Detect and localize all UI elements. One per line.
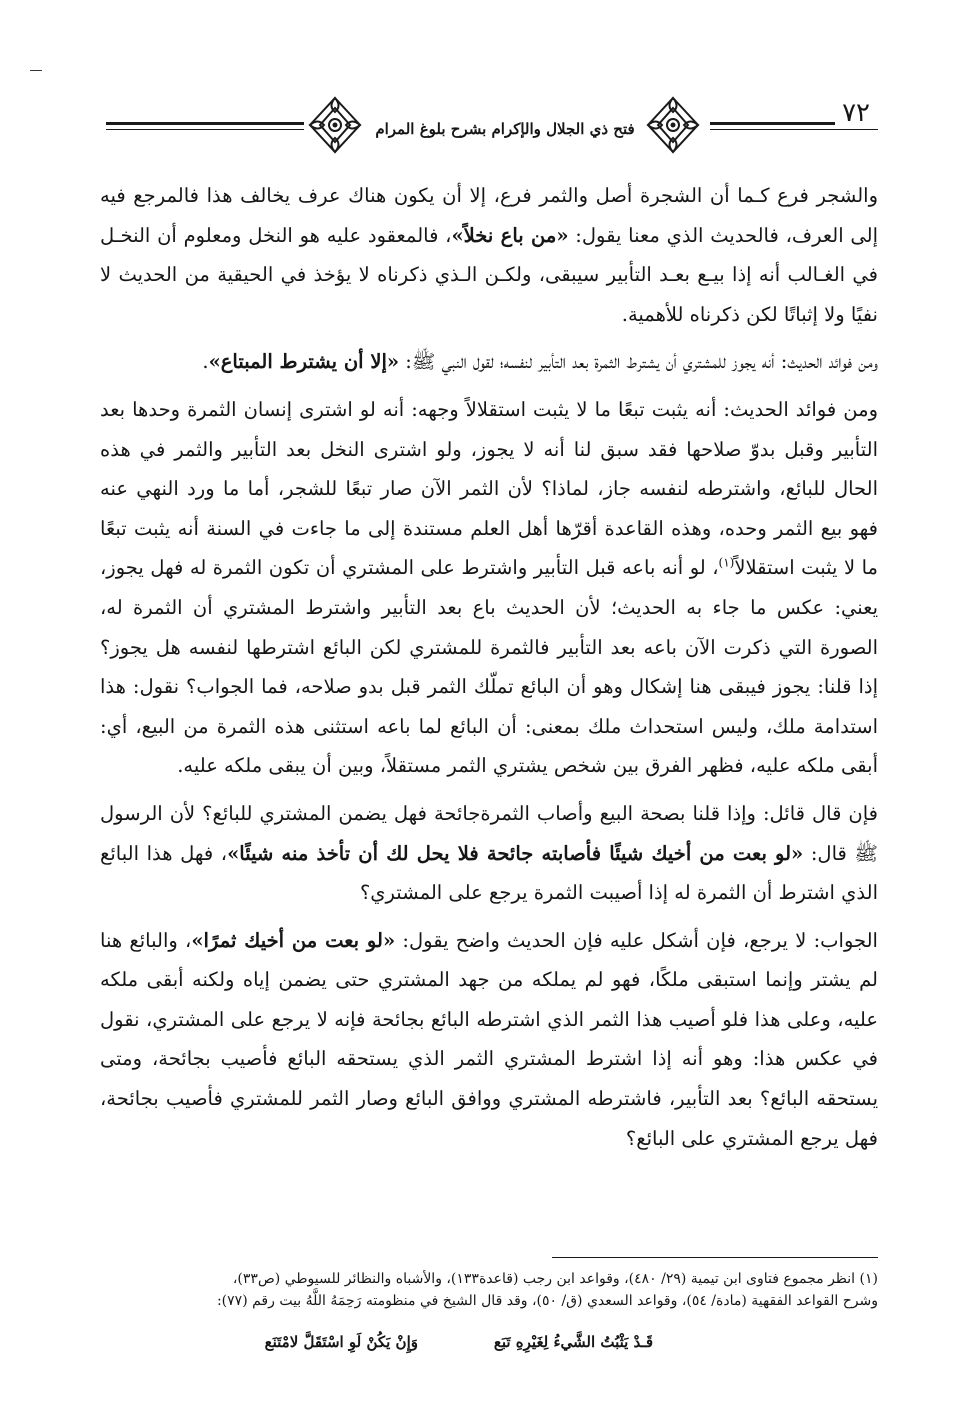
footnote-divider <box>552 1257 878 1258</box>
bold-phrase: «إلا أن يشترط المبتاع» <box>208 350 400 374</box>
running-title: فتح ذي الجلال والإكرام بشرح بلوغ المرام <box>375 120 635 138</box>
paragraph: ومن فوائد الحديث: أنه يثبت تبعًا ما لا يثبت استقلالاً وجهه: أنه لو اشترى إنسان الثمرة وحدها بعد التأبير وقبل بدوّ صلاحها فقد سبق لنا أنه لا يجوز، ولو اشترى النخل بعد التأبير والثمر في هذه الحال للبائع، واشترطه لنفسه جاز، لماذا؟ لأن الثمر الآن صار تبعًا للشجر، أما ما ورد النهي عنه فهو بيع الثمر وحده، وهذه القاعدة أقرّها أهل العلم مستندة إلى ما جاءت في السنة أنه يثبت تبعًا ما لا يثبت استقلالاً$^{(١)}$، لو أنه باعه قبل التأبير واشترط على المشتري أن تكون الثمرة له فهل يجوز، يعني: عكس ما جاء به الحديث؛ لأن الحديث باع بعد التأبير واشترط المشتري أن الثمرة له، الصورة التي ذكرت الآن باعه بعد التأبير فالثمرة للمشتري لكن البائع اشترطها لنفسه هل يجوز؟ إذا قلنا: يجوز فيبقى هنا إشكال وهو أن البائع تملّك الثمر قبل بدو صلاحه، فما الجواب؟ نقول: هذا استدامة ملك، وليس استحداث ملك بمعنى: أن البائع لما باعه استثنى هذه الثمرة من البيع، أي: أبقى ملكه عليه، فظهر الفرق بين شخص يشتري الثمر مستقلاً، وبين أن يبقى ملكه عليه. <box>100 397 878 778</box>
footnote-line: وشرح القواعد الفقهية (مادة/ ٥٤)، وقواعد السعدي (ق/ ٥٠)، وقد قال الشيخ في منظومته رَحِمَهُ اللَّهُ بيت رقم (٧٧): <box>216 1293 878 1309</box>
bold-phrase: «لو بعت من أخيك ثمرًا» <box>191 928 396 952</box>
header-rule-right-bottom <box>710 129 878 130</box>
header-rule-left-top <box>106 122 304 125</box>
footnotes <box>100 1268 878 1312</box>
footnote-marker[interactable]: (١) <box>718 555 735 570</box>
paragraph: ومن فوائد الحديث: أنه يجوز للمشتري أن يشترط الثمرة بعد التأبير لنفسه؛ لقول النبي ﷺ: «إلا أن يشترط المبتاع». <box>202 350 878 374</box>
header-rule-left-bottom <box>106 129 304 130</box>
bold-phrase: «من باع نخلاً» <box>451 223 569 247</box>
floral-ornament-icon <box>304 94 366 156</box>
margin-mark <box>30 70 42 71</box>
footnote-verse <box>100 1333 878 1363</box>
page-number: ٧٢ <box>842 98 870 128</box>
verse-second-hemistich: وَإِنْ يَكُنْ لَوِ اسْتَقَلَّ لامْتَنَع <box>264 1333 418 1351</box>
paragraph: والشجر فرع كـما أن الشجرة أصل والثمر فرع، إلا أن يكون هناك عرف يخالف هذا فالمرجع فيه إلى العرف، فالحديث الذي معنا يقول: «من باع نخلاً»، فالمعقود عليه هو النخل ومعلوم أن النخـل في الغـالب أنه إذا بيـع بعـد التأبير سيبقى، ولكـن الـذي ذكرناه لا يؤخذ في الحيقية من الحديث لا نفيًا ولا إثباتًا لكن ذكرناه للأهمية. <box>100 184 878 326</box>
floral-ornament-icon <box>642 94 704 156</box>
header-rule-right-top <box>710 122 835 125</box>
main-text <box>100 176 878 1166</box>
paragraph: الجواب: لا يرجع، فإن أشكل عليه فإن الحديث واضح يقول: «لو بعت من أخيك ثمرًا»، والبائع هنا لم يشتر وإنما استبقى ملكًا، فهو لم يملكه من جهد المشتري حتى يضمن إياه ولكنه أبقى ملكه عليه، وعلى هذا فلو أصيب هذا الثمر الذي اشترطه البائع بجائحة فإنه لا يرجع على المشتري، نقول في عكس هذا: وهو أنه إذا اشترط المشتري الثمر الذي يستحقه البائع فأصيب بجائحة، ومتى يستحقه البائع؟ بعد التأبير، فاشترطه المشتري ووافق البائع وصار الثمر للمشتري فأصيب بجائحة، فهل يرجع المشتري على البائع؟ <box>100 928 878 1150</box>
bold-phrase: «لو بعت من أخيك شيئًا فأصابته جائحة فلا يحل لك أن تأخذ منه شيئًا» <box>227 841 804 865</box>
paragraph: فإن قال قائل: وإذا قلنا بصحة البيع وأصاب الثمرةجائحة فهل يضمن المشتري للبائع؟ لأن الرسول ﷺ قال: «لو بعت من أخيك شيئًا فأصابته جائحة فلا يحل لك أن تأخذ منه شيئًا»، فهل هذا البائع الذي اشترط أن الثمرة له إذا أصيبت الثمرة يرجع على المشتري؟ <box>100 801 878 905</box>
footnote-line: (١) انظر مجموع فتاوى ابن تيمية (٢٩/ ٤٨٠)، وقواعد ابن رجب (قاعدة١٣٣)، والأشباه والنظائر للسيوطي (ص٣٣)، <box>232 1271 878 1287</box>
page-header <box>100 92 878 170</box>
verse-first-hemistich: قَـدْ يَثْبُتُ الشَّيءُ لِغَيْرِهِ تَبَع <box>493 1333 653 1351</box>
